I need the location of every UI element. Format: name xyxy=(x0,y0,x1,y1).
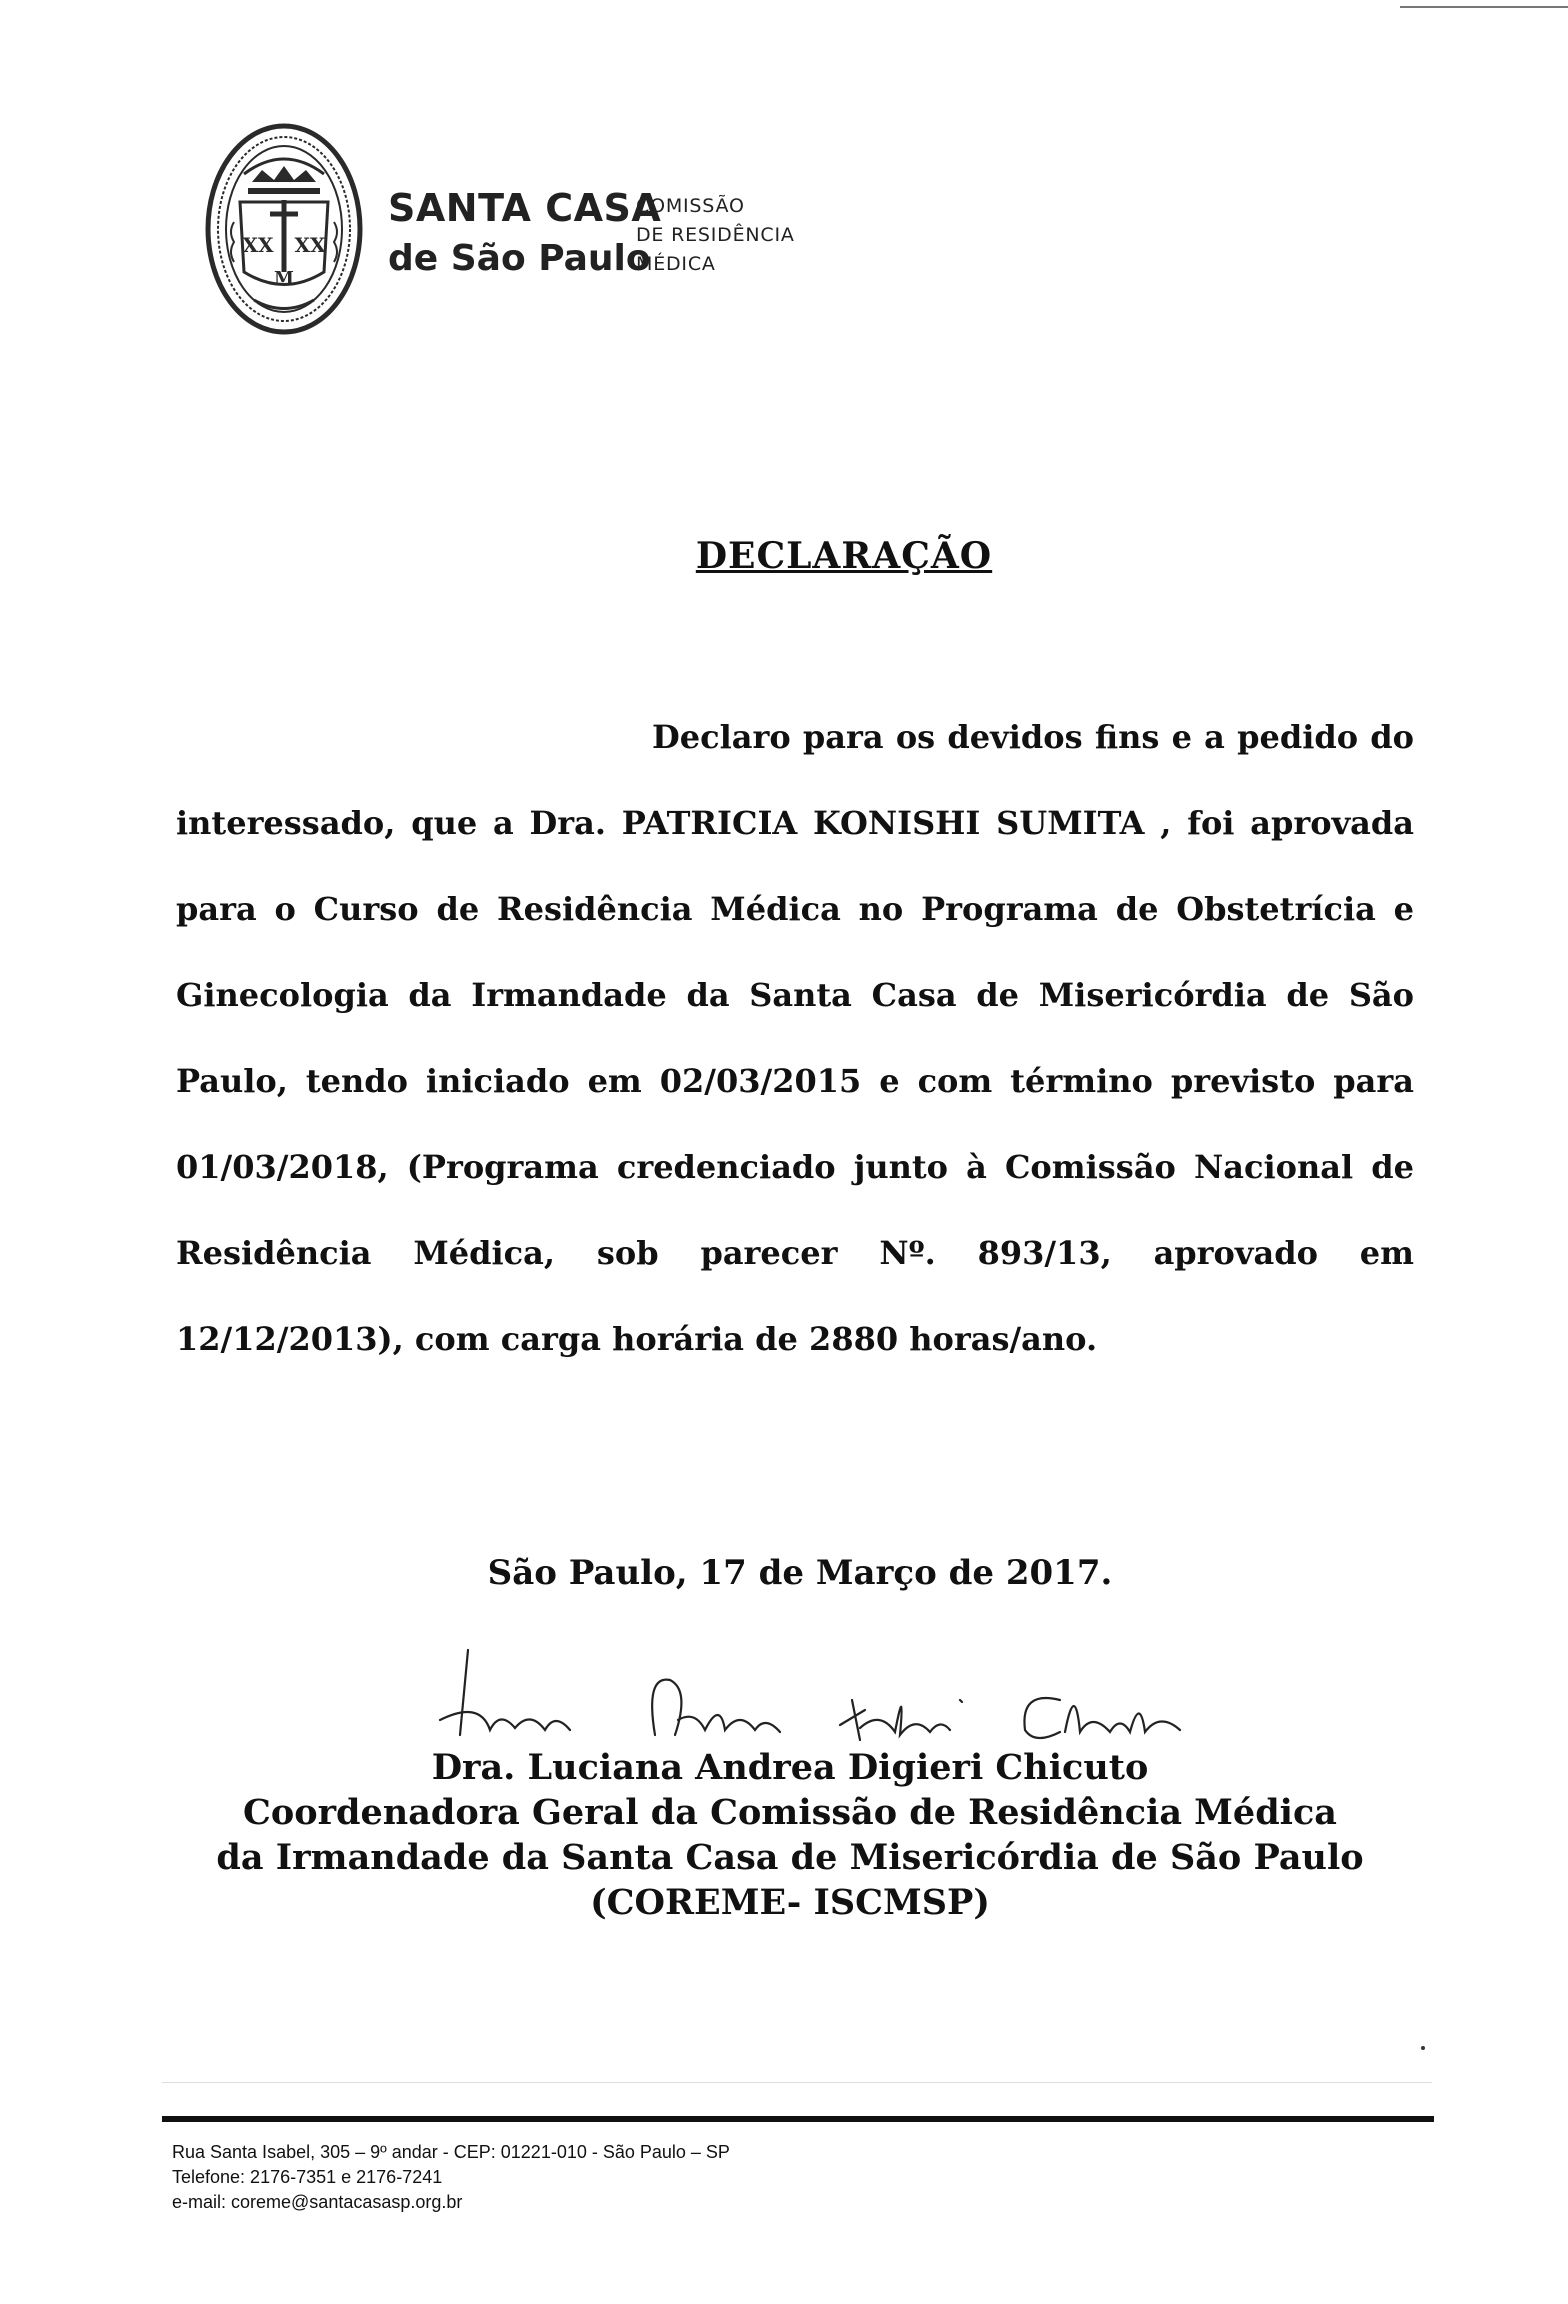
letterhead xyxy=(204,122,844,337)
svg-text:XX: XX xyxy=(242,233,274,257)
commission-line3: MÉDICA xyxy=(636,253,716,275)
organization-name xyxy=(388,182,661,284)
date-line: São Paulo, 17 de Março de 2017. xyxy=(487,1553,1113,1593)
signatory-block xyxy=(0,1745,1568,1925)
org-name-line1: SANTA CASA xyxy=(388,186,662,230)
org-name-line2: de São Paulo xyxy=(388,238,651,279)
footer-phone: Telefone: 2176-7351 e 2176-7241 xyxy=(172,2167,443,2187)
document-title: DECLARAÇÃO xyxy=(695,535,993,577)
santa-casa-seal-logo xyxy=(204,122,364,337)
commission-line2: DE RESIDÊNCIA xyxy=(636,224,795,246)
stray-mark xyxy=(1421,2046,1425,2050)
signatory-role-line1: Coordenadora Geral da Comissão de Residência Médica xyxy=(243,1792,1337,1833)
declaration-body xyxy=(176,694,1414,1382)
footer-address: Rua Santa Isabel, 305 – 9º andar - CEP: 01221-010 - São Paulo – SP xyxy=(172,2142,730,2162)
footer-faint-rule xyxy=(162,2082,1432,2083)
footer-email: e-mail: coreme@santacasasp.org.br xyxy=(172,2192,463,2212)
signatory-role-line3: (COREME- ISCMSP) xyxy=(590,1882,990,1923)
commission-line1: COMISSÃO xyxy=(636,195,745,217)
svg-text:XX: XX xyxy=(294,233,326,257)
top-edge-rule xyxy=(1400,6,1568,8)
signatory-role-line2: da Irmandade da Santa Casa de Misericórdia de São Paulo xyxy=(216,1837,1364,1878)
svg-text:M: M xyxy=(274,268,294,289)
commission-name xyxy=(636,192,795,279)
footer-contact xyxy=(172,2140,730,2215)
signatory-name: Dra. Luciana Andrea Digieri Chicuto xyxy=(431,1747,1149,1788)
footer-rule xyxy=(162,2116,1434,2122)
handwritten-signature xyxy=(420,1640,1220,1760)
declaration-paragraph: Declaro para os devidos fins e a pedido do interessado, que a Dra. PATRICIA KONISHI SUMITA , foi aprovada para o Curso de Residência Médica no Programa de Obstetrícia e Ginecologia da Irmandade da Santa Casa de Misericórdia de São Paulo, tendo iniciado em 02/03/2015 e com término previsto para 01/03/2018, (Programa credenciado junto à Comissão Nacional de Residência Médica, sob parecer Nº. 893/13, aprovado em 12/12/2013), com carga horária de 2880 horas/ano. xyxy=(176,718,1414,1358)
